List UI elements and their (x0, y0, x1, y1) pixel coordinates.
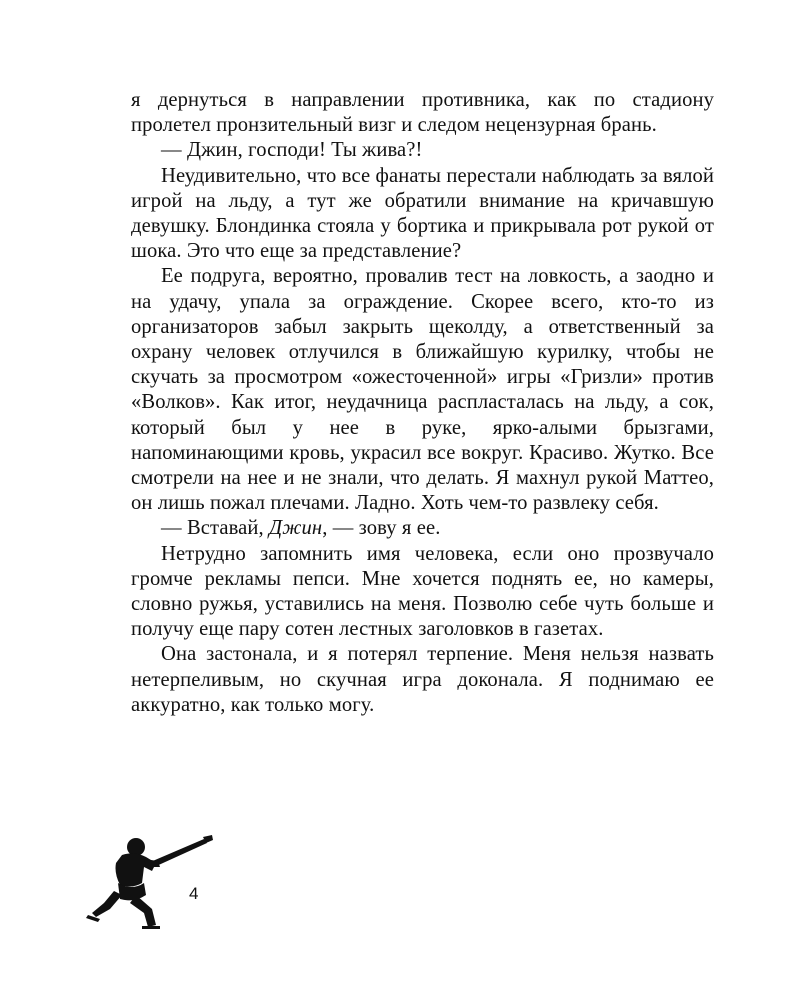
dialogue-line-jin-alive: — Джин, господи! Ты жива?! (161, 139, 423, 162)
dialogue-lead: — Вставай, (161, 517, 270, 540)
dialogue-name-jin: Джин (269, 517, 323, 540)
paragraph-friend-fell: Ее подруга, вероятно, провалив тест на ловкость, а заодно и на удачу, упала за ограждение. Скорее всего, кто-то из организаторов забыл закрыть щеколду, а ответственный за охрану человек отлучился в ближайшую курилку, чтобы не скучать за просмотром «ожесточенной» игры «Гризли» против «Волков». Как итог, неудачница распласталась на льду, а сок, который был у нее в руке, ярко-алыми брызгами, напоминающими кровь, украсил все вокруг. Красиво. Жутко. Все смотрели на нее и не знали, что делать. Я махнул рукой Маттео, он лишь пожал плечами. Ладно. Хоть чем-то развлеку себя. (131, 265, 714, 515)
dialogue-tail: , — зову я ее. (322, 517, 441, 540)
paragraph-pepsi: Нетрудно запомнить имя человека, если оно прозвучало громче рекламы пепси. Мне хочется поднять ее, но камеры, словно ружья, уставились на меня. Позволю себе чуть больше и получу еще пару сотен лестных заголовков в газетах. (131, 542, 714, 641)
paragraph-lost-patience: Она застонала, и я потерял терпение. Меня нельзя назвать нетерпеливым, но скучная игра доконала. Я поднимаю ее аккуратно, как только могу. (131, 643, 714, 716)
paragraph-continuation: я дернуться в направлении противника, как по стадиону пролетел пронзительный визг и следом нецензурная брань. (131, 89, 714, 137)
page-body-text (131, 88, 714, 718)
hockey-player-icon (86, 833, 216, 933)
dialogue-line-get-up (131, 516, 714, 541)
page-number: 4 (189, 884, 199, 903)
paragraph-fans: Неудивительно, что все фанаты перестали наблюдать за вялой игрой на льду, а тут же обратили внимание на кричавшую девушку. Блондинка стояла у бортика и прикрывала рот рукой от шока. Это что еще за представление? (131, 164, 714, 263)
